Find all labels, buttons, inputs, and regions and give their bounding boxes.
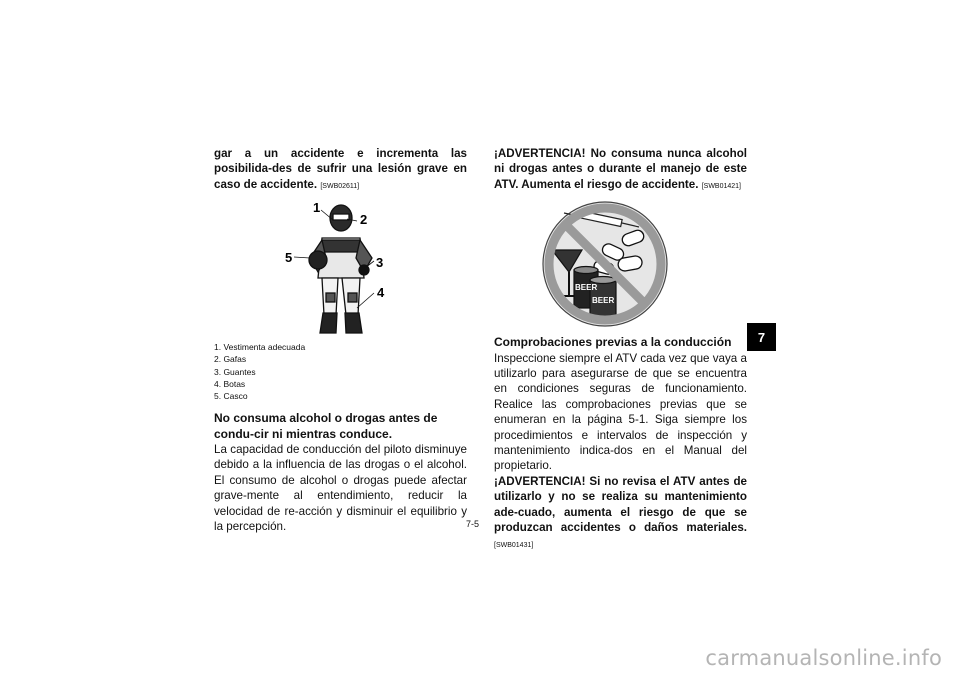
figure-legend [214, 341, 467, 402]
section-heading-alcohol: No consuma alcohol o drogas antes de condu-cir ni mientras conduce. [214, 411, 438, 441]
intro-code: [SWB02611] [320, 182, 360, 190]
watermark: carmanualsonline.info [705, 646, 942, 670]
warning-alcohol: ¡ADVERTENCIA! No consuma nunca alcohol ni drogas antes o durante el manejo de este ATV. Aumenta el riesgo de accidente. [SWB01421] [494, 147, 747, 191]
callout-5: 5 [285, 250, 293, 266]
legend-item: 3. Guantes [214, 366, 256, 377]
legend-item: 4. Botas [214, 378, 246, 389]
callout-2: 2 [360, 212, 368, 228]
callout-4: 4 [377, 285, 385, 301]
left-column [214, 146, 467, 534]
warning-code: [SWB01421] [701, 182, 742, 190]
no-alcohol-drugs-icon [494, 200, 747, 328]
can-label-1: BEER [575, 283, 598, 293]
warning-checks-code: [SWB01431] [494, 541, 534, 549]
right-column [494, 146, 747, 553]
legend-item: 5. Casco [214, 391, 248, 402]
can-label-2: BEER [592, 296, 615, 306]
warning-checks: ¡ADVERTENCIA! Si no revisa el ATV antes de utilizarlo y no se realiza su mantenimiento ade-cuado, aumenta el riesgo de que se produzcan accidentes o daños materiales. [SWB01431] [494, 474, 747, 549]
section-body-checks: Inspeccione siempre el ATV cada vez que vaya a utilizarlo para asegurarse de que se encuentra en condiciones seguras de funcionamiento. Realice las comprobaciones previas que se enumeran en la página 5-1. Siga siempre los procedimientos e intervalos de inspección y mantenimiento indica-dos en el Manual del propietario. [494, 351, 747, 473]
page-number: 7-5 [466, 519, 480, 529]
legend-item: 1. Vestimenta adecuada [214, 342, 306, 353]
rider-illustration [214, 200, 467, 335]
intro-warning: gar a un accidente e incrementa las posibilida-des de sufrir una lesión grave en caso de accidente. [SWB02611] [214, 147, 467, 191]
no-drugs-figure [494, 200, 747, 328]
callout-1: 1 [313, 200, 321, 216]
section-heading-checks: Comprobaciones previas a la conducción [494, 335, 732, 350]
callout-3: 3 [376, 255, 384, 271]
legend-item: 2. Gafas [214, 354, 247, 365]
chapter-tab: 7 [747, 323, 776, 351]
section-body-alcohol: La capacidad de conducción del piloto disminuye debido a la influencia de las drogas o el alcohol. El consumo de alcohol o drogas puede afectar grave-mente al entendimiento, reducir la velocidad de re-acción y disminuir el equilibrio y la percepción. [214, 443, 467, 534]
rider-gear-figure [214, 200, 467, 335]
